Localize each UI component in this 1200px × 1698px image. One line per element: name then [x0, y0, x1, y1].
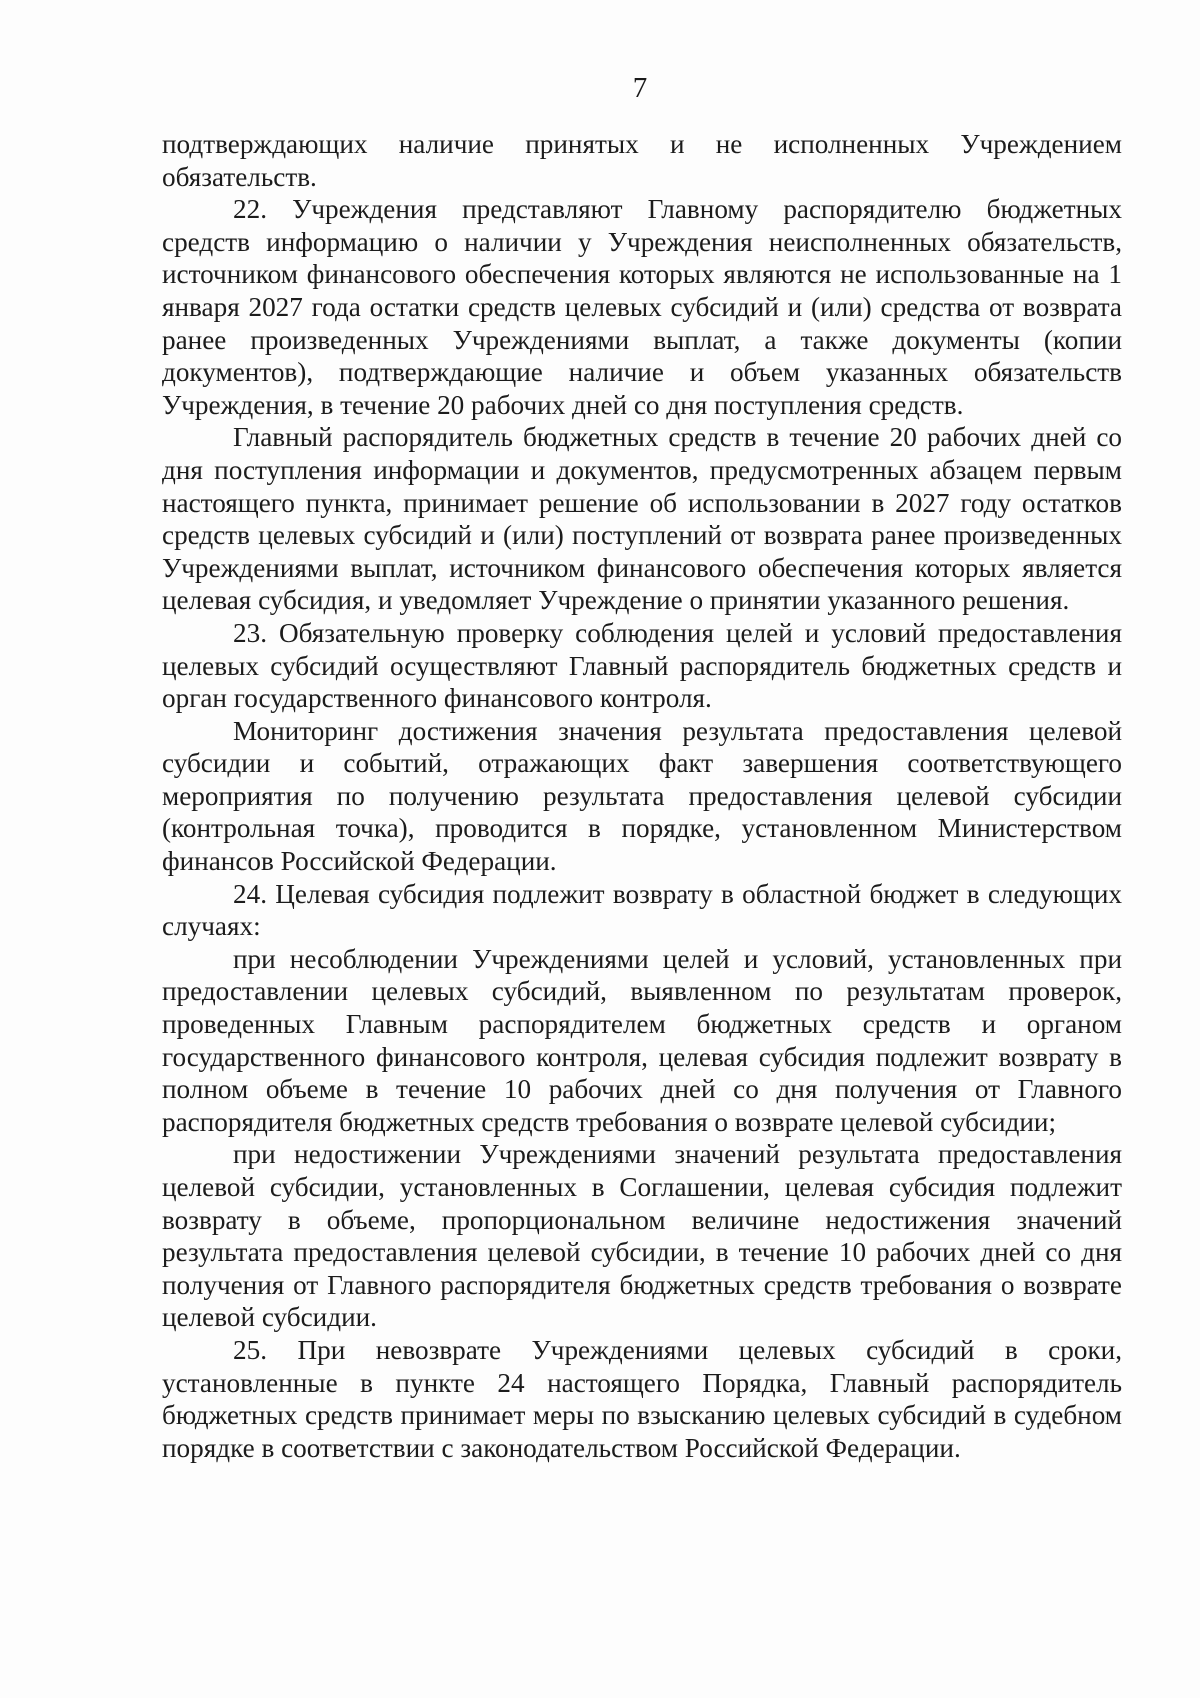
paragraph-item-22: 22. Учреждения представляют Главному распорядителю бюджетных средств информацию о наличии у Учреждения неисполненных обязательств, источником финансового обеспечения которых являются не использованные на 1 января 2027 года остатки средств целевых субсидий и (или) средства от возврата ранее произведенных Учреждениями выплат, а также документы (копии документов), подтверждающие наличие и объем указанных обязательств Учреждения, в течение 20 рабочих дней со дня поступления средств.: [162, 194, 1122, 420]
paragraph-item-24-case-noncompliance: при несоблюдении Учреждениями целей и условий, установленных при предоставлении целевых субсидий, выявленном по результатам проверок, проведенных Главным распорядителем бюджетных средств и органом государственного финансового контроля, целевая субсидия подлежит возврату в полном объеме в течение 10 рабочих дней со дня получения от Главного распорядителя бюджетных средств требования о возврате целевой субсидии;: [162, 943, 1122, 1137]
paragraph-item-23: 23. Обязательную проверку соблюдения целей и условий предоставления целевых субсидий осуществляют Главный распорядитель бюджетных средств и орган государственного финансового контроля.: [162, 617, 1122, 714]
paragraph-item-25: 25. При невозврате Учреждениями целевых субсидий в сроки, установленные в пункте 24 настоящего Порядка, Главный распорядитель бюджетных средств принимает меры по взысканию целевых субсидий в судебном порядке в соответствии с законодательством Российской Федерации.: [162, 1334, 1122, 1463]
paragraph-item-23-monitoring: Мониторинг достижения значения результата предоставления целевой субсидии и событий, отражающих факт завершения соответствующего мероприятия по получению результата предоставления целевой субсидии (контрольная точка), проводится в порядке, установленном Министерством финансов Российской Федерации.: [162, 715, 1122, 877]
page-number: 7: [632, 72, 648, 104]
paragraph-item-24: 24. Целевая субсидия подлежит возврату в областной бюджет в следующих случаях:: [162, 878, 1122, 942]
paragraph-continuation: подтверждающих наличие принятых и не исполненных Учреждением обязательств.: [162, 129, 1122, 192]
paragraph-item-24-case-nonachievement: при недостижении Учреждениями значений результата предоставления целевой субсидии, установленных в Соглашении, целевая субсидия подлежит возврату в объеме, пропорциональном величине недостижения значений результата предоставления целевой субсидии, в течение 10 рабочих дней со дня получения от Главного распорядителя бюджетных средств требования о возврате целевой субсидии.: [162, 1139, 1122, 1333]
paragraph-item-22-decision: Главный распорядитель бюджетных средств в течение 20 рабочих дней со дня поступления информации и документов, предусмотренных абзацем первым настоящего пункта, принимает решение об использовании в 2027 году остатков средств целевых субсидий и (или) поступлений от возврата ранее произведенных Учреждениями выплат, источником финансового обеспечения которых является целевая субсидия, и уведомляет Учреждение о принятии указанного решения.: [162, 422, 1122, 616]
document-body: [162, 128, 1122, 1464]
